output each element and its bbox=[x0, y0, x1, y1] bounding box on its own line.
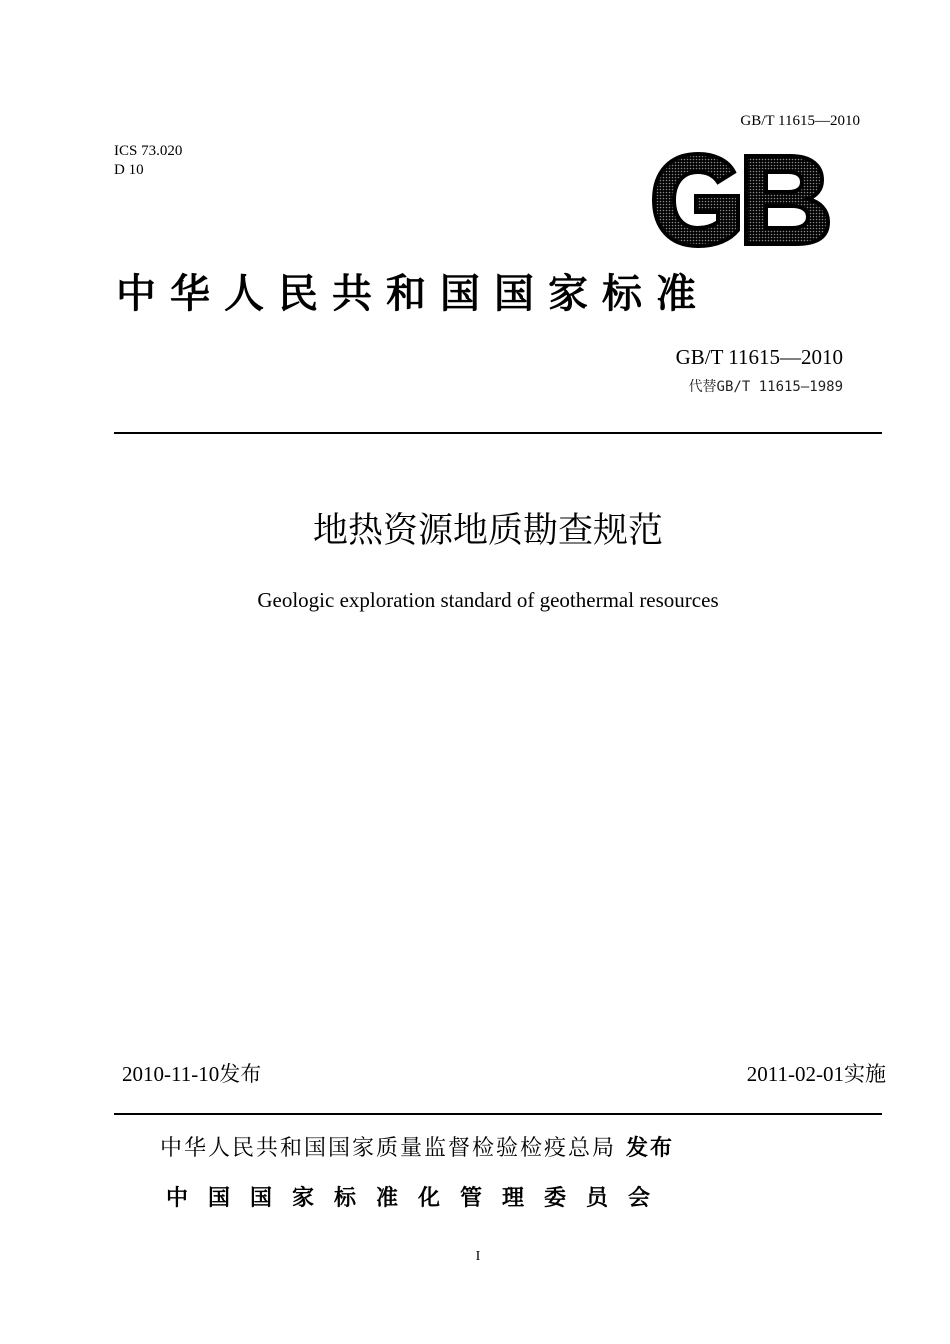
gb-logo bbox=[650, 152, 830, 248]
divider-bottom bbox=[114, 1113, 882, 1115]
classification-codes bbox=[114, 142, 182, 180]
issue-date-value: 2010-11-10 bbox=[122, 1062, 220, 1086]
issue-label: 发布 bbox=[219, 1062, 262, 1086]
title-chinese: 地热资源地质勘查规范 bbox=[312, 511, 663, 551]
divider-top bbox=[114, 432, 882, 434]
issue-date bbox=[122, 1058, 261, 1088]
issuer-sac: 中国国家标准化管理委员会 bbox=[166, 1186, 671, 1211]
standard-code-top: GB/T 11615—2010 bbox=[740, 113, 860, 129]
ics-code: ICS 73.020 bbox=[114, 143, 183, 159]
implementation-date bbox=[747, 1058, 886, 1088]
national-standard-title: 中华人民共和国国家标准 bbox=[116, 271, 710, 317]
publish-label: 发布 bbox=[626, 1136, 675, 1161]
page-number: I bbox=[475, 1249, 481, 1264]
replaces-standard: 代替GB/T 11615—1989 bbox=[688, 379, 843, 395]
ccs-code: D 10 bbox=[114, 162, 144, 178]
standard-number: GB/T 11615—2010 bbox=[675, 345, 843, 369]
title-english: Geologic exploration standard of geothermal resources bbox=[257, 588, 719, 612]
implementation-label: 实施 bbox=[844, 1062, 886, 1086]
issuer-aqsiq-name: 中华人民共和国国家质量监督检验检疫总局 bbox=[160, 1136, 617, 1161]
issuer-aqsiq bbox=[160, 1131, 674, 1162]
implementation-date-value: 2011-02-01 bbox=[746, 1062, 844, 1086]
